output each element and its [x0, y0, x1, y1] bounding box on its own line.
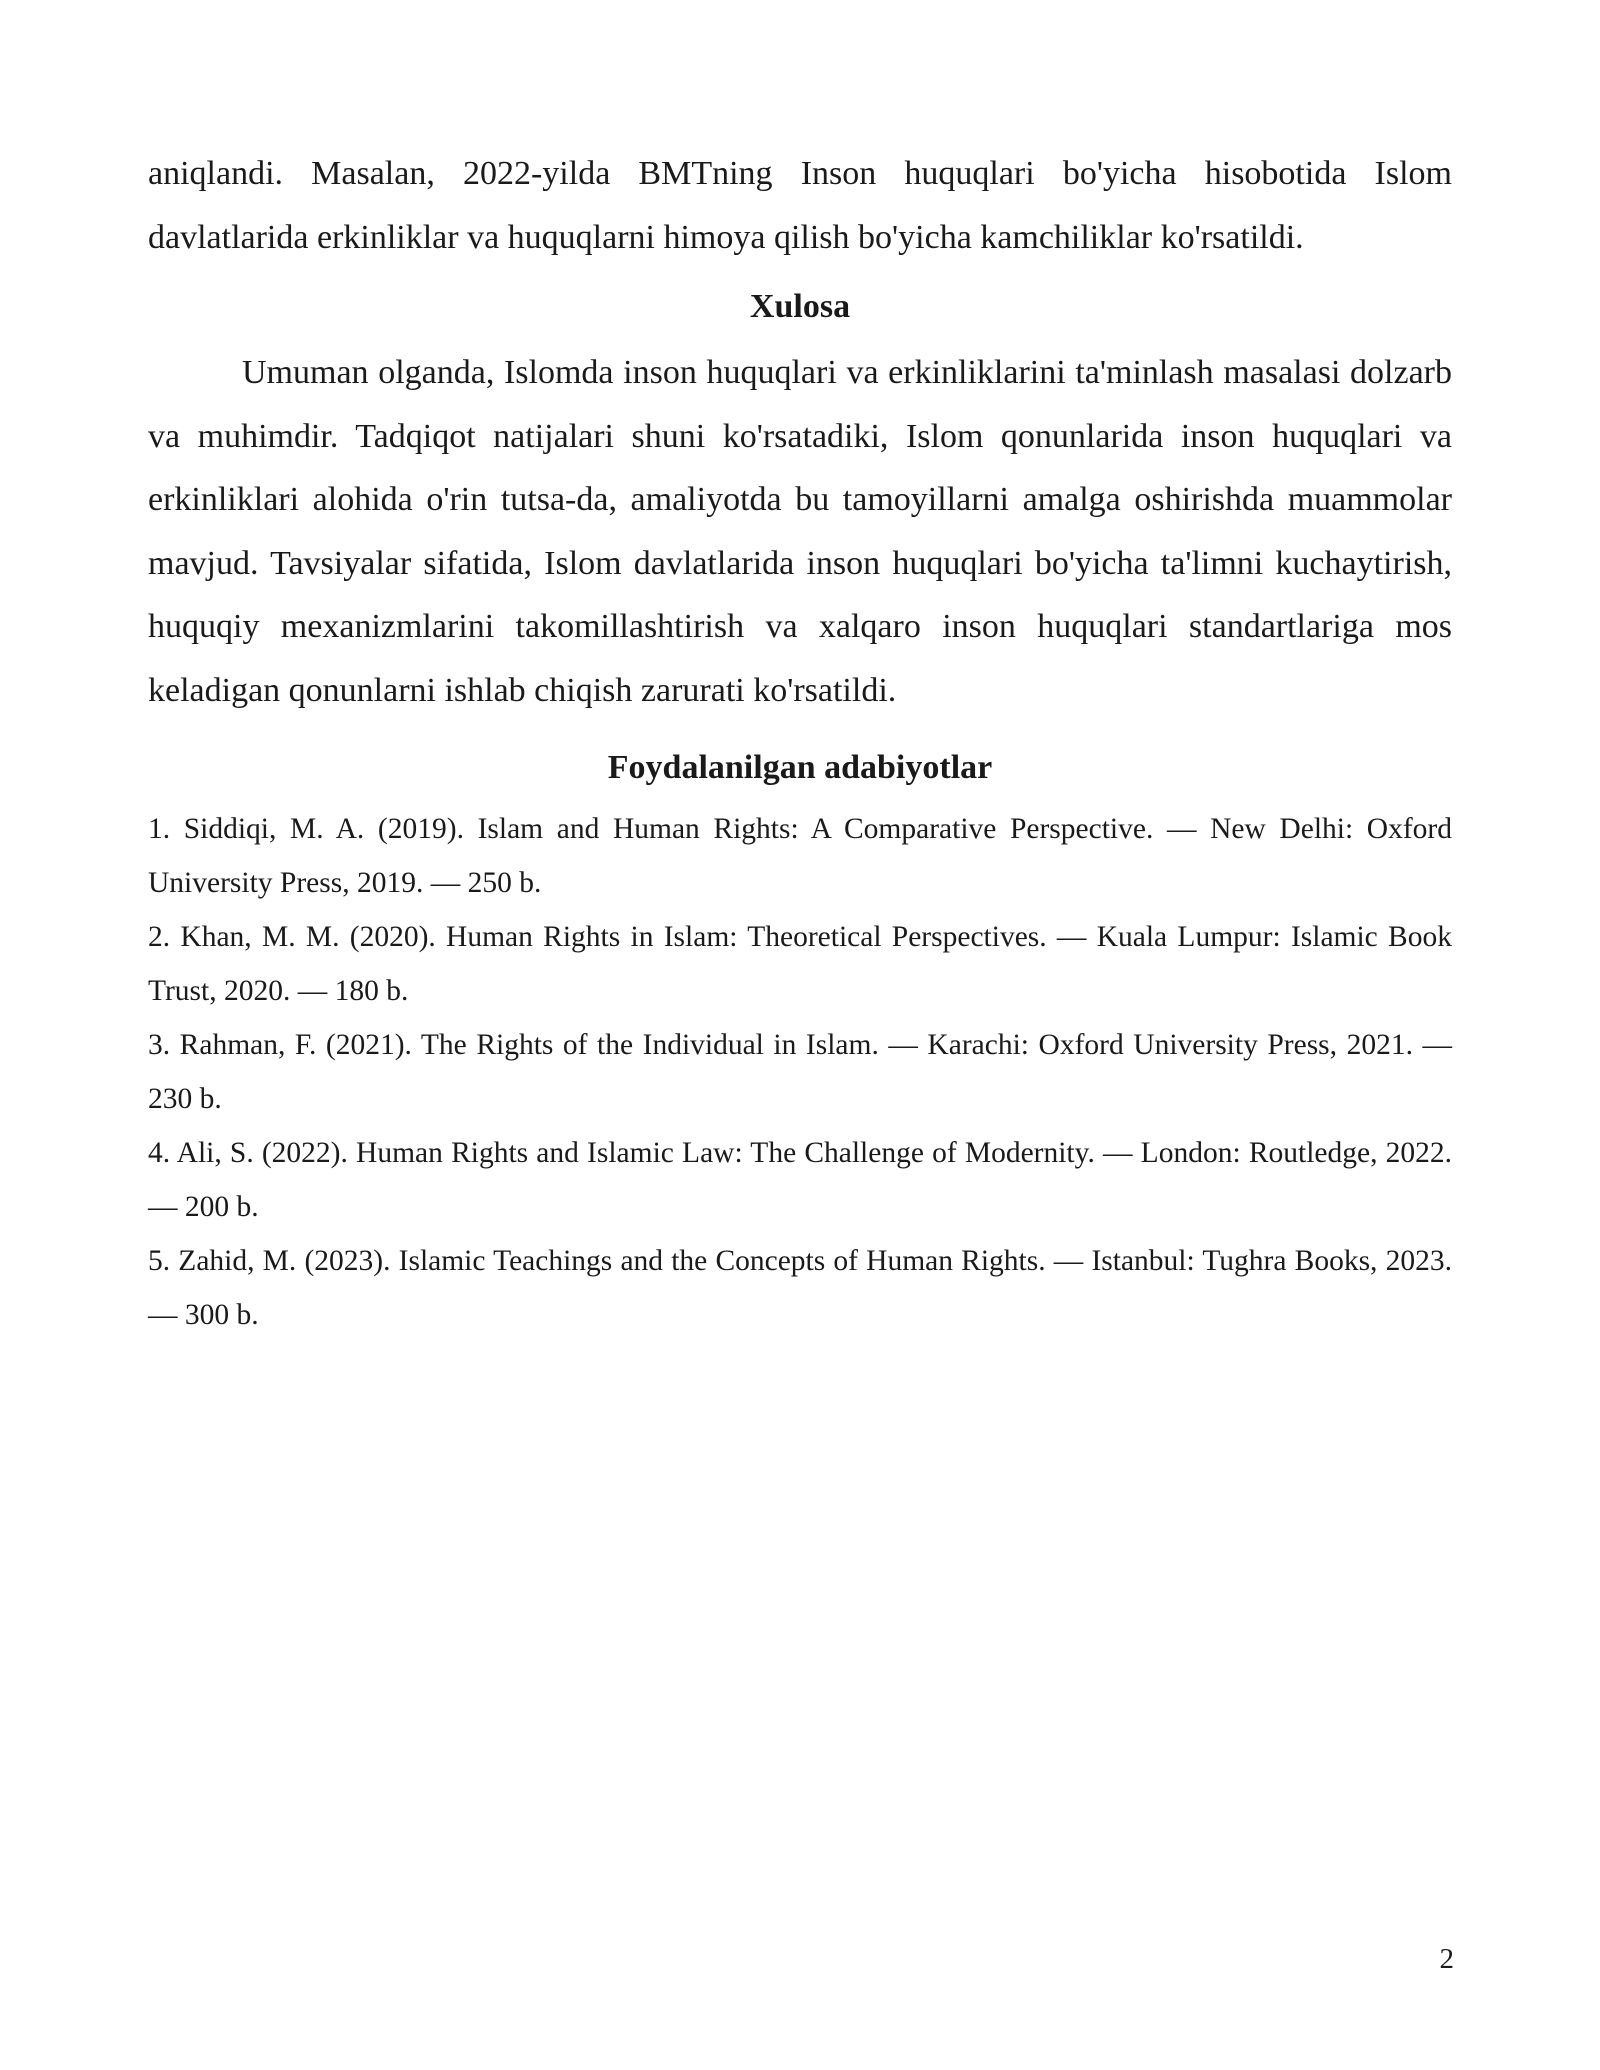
reference-item: 4. Ali, S. (2022). Human Rights and Islamic Law: The Challenge of Modernity. — London: Routledge, 2022. — 200 b.: [148, 1137, 1452, 1223]
reference-item: 5. Zahid, M. (2023). Islamic Teachings and the Concepts of Human Rights. — Istanbul: Tughra Books, 2023. — 300 b.: [148, 1245, 1452, 1331]
reference-item: 3. Rahman, F. (2021). The Rights of the Individual in Islam. — Karachi: Oxford University Press, 2021. — 230 b.: [148, 1029, 1452, 1115]
page-content: [148, 142, 1452, 1342]
references-list: [148, 802, 1452, 1342]
conclusion-heading: Xulosa: [749, 288, 851, 325]
reference-item: 1. Siddiqi, M. A. (2019). Islam and Human Rights: A Comparative Perspective. — New Delhi: Oxford University Press, 2019. — 250 b.: [148, 813, 1452, 899]
reference-item: 2. Khan, M. M. (2020). Human Rights in Islam: Theoretical Perspectives. — Kuala Lumpur: Islamic Book Trust, 2020. — 180 b.: [148, 921, 1452, 1007]
intro-paragraph: aniqlandi. Masalan, 2022-yilda BMTning Inson huquqlari bo'yicha hisobotida Islom davlatlarida erkinliklar va huquqlarni himoya qilish bo'yicha kamchiliklar ko'rsatildi.: [148, 155, 1452, 256]
references-heading: Foydalanilgan adabiyotlar: [607, 749, 993, 786]
page-number: 2: [1439, 1943, 1454, 1975]
conclusion-paragraph: Umuman olganda, Islomda inson huquqlari va erkinliklarini ta'minlash masalasi dolzarb va muhimdir. Tadqiqot natijalari shuni ko'rsatadiki, Islom qonunlarida inson huquqlari va erkinliklari alohida o'rin tutsa-da, amaliyotda bu tamoyillarni amalga oshirishda muammolar mavjud. Tavsiyalar sifatida, Islom davlatlarida inson huquqlari bo'yicha ta'limni kuchaytirish, huquqiy mexanizmlarini takomillashtirish va xalqaro inson huquqlari standartlariga mos keladigan qonunlarni ishlab chiqish zarurati ko'rsatildi.: [148, 354, 1452, 709]
